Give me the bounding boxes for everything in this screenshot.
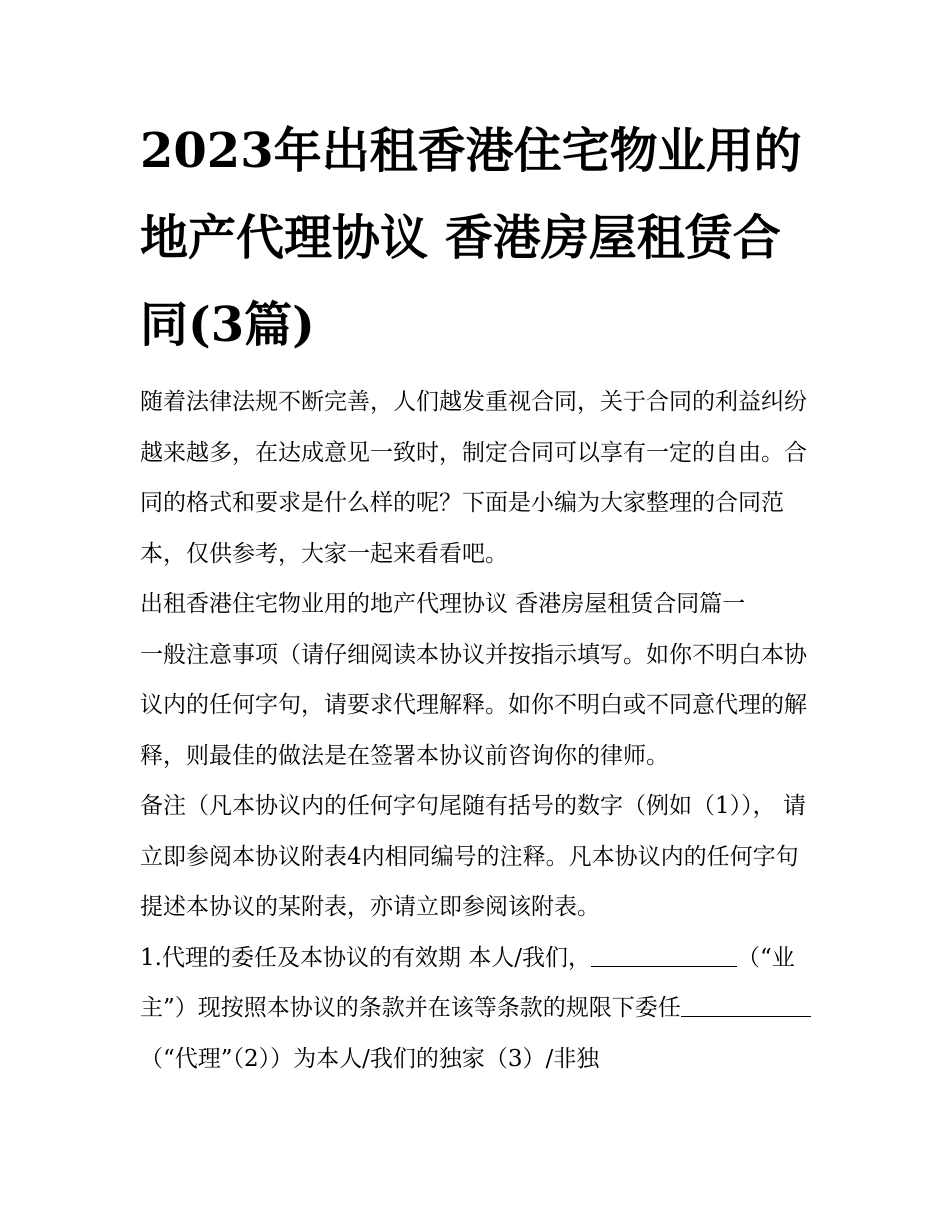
general-notice-paragraph: 一般注意事项（请仔细阅读本协议并按指示填写。如你不明白本协议内的任何字句，请要求代理解释。如你不明白或不同意代理的解释，则最佳的做法是在签署本协议前咨询你的律师。 [140,641,807,769]
clause-1-text-part-2: （“业主”）现按照本协议的条款并在该等条款的规限下委任 [140,944,795,1021]
clause-1-paragraph [140,933,820,1085]
remarks-paragraph: 备注（凡本协议内的任何字句尾随有括号的数字（例如（1））， 请立即参阅本协议附表4内相同编号的注释。凡本协议内的任何字句提述本协议的某附表，亦请立即参阅该附表。 [140,793,806,920]
owner-name-blank [591,943,737,967]
document-title: 2023年出租香港住宅物业用的地产代理协议 香港房屋租赁合同(3篇) [140,123,802,353]
clause-1-text-part-3: （“代理”（2））为本人/我们的独家（3）/非独 [140,1045,600,1072]
intro-paragraph: 随着法律法规不断完善，人们越发重视合同，关于合同的利益纠纷越来越多，在达成意见一致时，制定合同可以享有一定的自由。合同的格式和要求是什么样的呢？下面是小编为大家整理的合同范本，仅供参考，大家一起来看看吧。 [140,389,807,567]
agent-name-blank [681,993,811,1017]
section-heading: 出租香港住宅物业用的地产代理协议 香港房屋租赁合同篇一 [140,591,746,617]
document-page [140,108,820,1084]
clause-1-text-part-1: 1.代理的委任及本协议的有效期 本人/我们， [140,944,592,971]
